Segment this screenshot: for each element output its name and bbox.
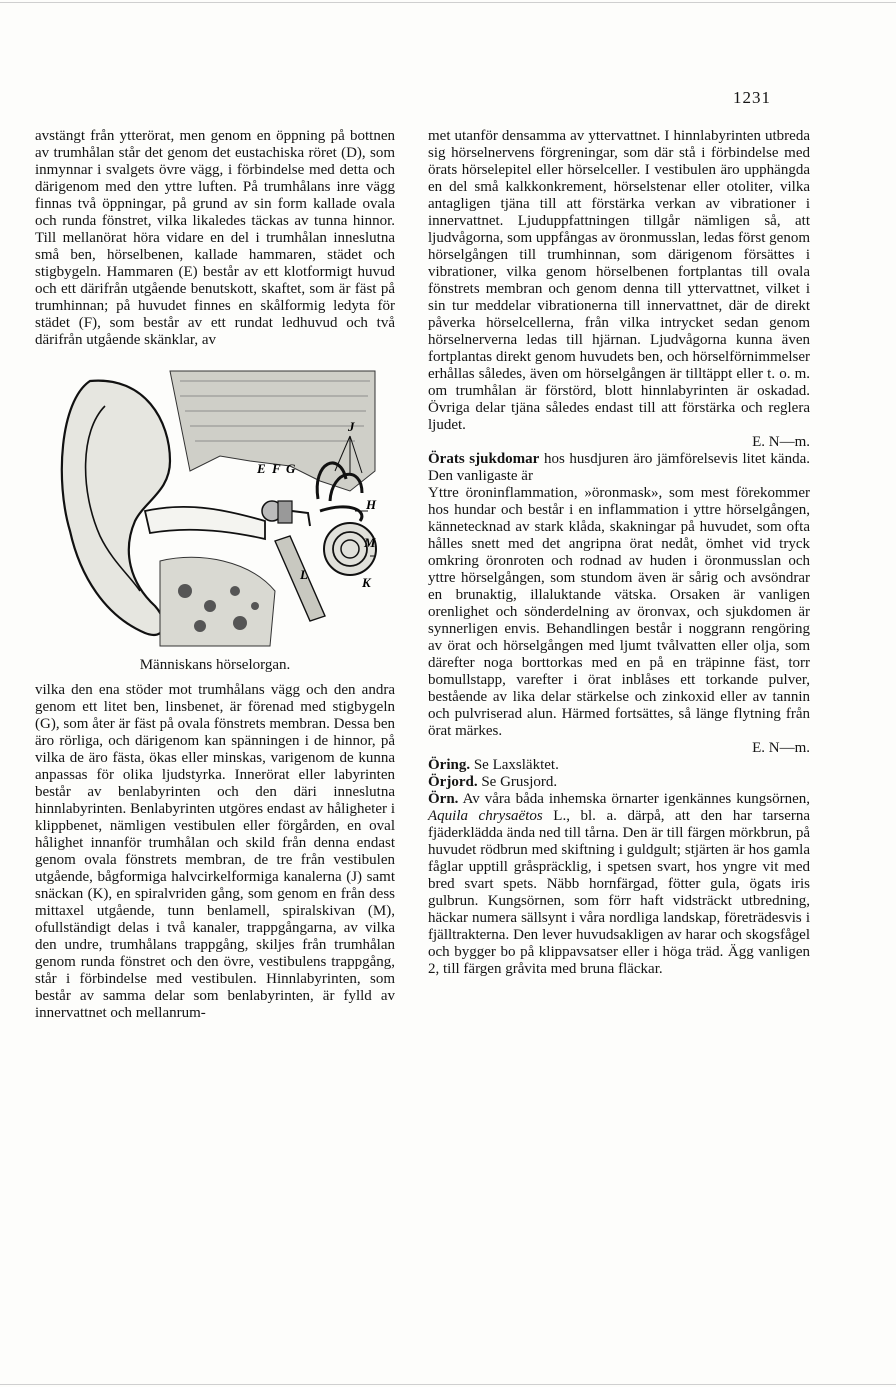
- orjord-entry: [428, 774, 810, 791]
- figure-label-m: M: [364, 535, 376, 550]
- orn-entry: [428, 791, 810, 978]
- orn-text-2: L., bl. a. därpå, att den har tarserna fjäderklädda ända ned till tårna. Den är till färgen mörkbrun, på huvudet rödbrun med skiftning i guldgult; stjärten är hos gamla fåglar upptill gråspräcklig, i spetsen svart, hos yngre vit med bred svart spets. Näbb hornfärgad, fötter gula, ögats iris gulbrun. Kungsörnen, som förr haft vidsträckt utbredning, häckar numera sällsynt i våra nordliga landskap, företrädesvis i fjälltrakterna. Den lever huvudsakligen av harar och skogsfågel och bygger bo på klippavsatser eller i höga träd. Ägg vanligen 2, till färgen gråvita med bruna fläckar.: [428, 808, 811, 977]
- right-column: [428, 128, 810, 978]
- figure-label-h: H: [366, 497, 377, 512]
- ear-illustration: [50, 361, 380, 651]
- orn-latin-name: Aquila chrysaëtos: [428, 808, 543, 824]
- orats-sjukdomar-heading: Örats sjukdomar: [428, 451, 540, 467]
- page-number: 1231: [733, 88, 771, 107]
- bottom-scan-edge: [0, 1384, 896, 1385]
- figure-label-e: E: [257, 461, 266, 476]
- signature-2: E. N—m.: [752, 740, 810, 756]
- figure-label-l: L: [300, 567, 308, 582]
- left-column: [35, 128, 395, 1022]
- signature-1: E. N—m.: [752, 434, 810, 450]
- top-scan-edge: [0, 2, 896, 3]
- figure-caption: Människans hörselorgan.: [139, 657, 291, 673]
- right-paragraph-1: met utanför densamma av yttervattnet. I hinnlabyrinten utbreda sig hörselnervens förgreningar, som där stå i förbindelse med örats hörselepitel eller hörselceller. I vestibulen äro upphängda en del små kalkkonkrement, hörselstenar eller otoliter, vilka antagligen tjäna till att förstärka verkan av vibrationer i innervattnet. Ljuduppfattningen tillgår nämligen så, att ljudvågorna, som uppfångas av öronmusslan, ledas först genom hörselgången till trumhinnan, som därigenom försättes i vibrationer, vilka genom hörselbenen fortplantas till ovala fönstrets membran och genom denna till yttervattnet, vilket i sin tur meddelar vibrationerna till innervattnet, där de direkt påverka hörselcellerna, från vilka intrycket sedan genom hörselnerverna ledas till hjärnan. Ljudvågorna kunna även fortplantas direkt genom huvudets ben, och hörselförnimmelser erhållas således, även om hörselgången är tilltäppt eller t. o. m. om trumhålan är förstörd, blott hinnlabyrinten är oskadad. Övriga delar tjäna således endast till att förstärka och reglera ljudet.: [428, 128, 811, 433]
- orjord-text: Se Grusjord.: [481, 774, 558, 790]
- right-paragraph-2: Yttre öroninflammation, »öronmask», som mest förekommer hos hundar och består i en inflammation i yttre hörselgången, kännetecknad av stark klåda, skakningar på huvudet, som ofta hålles snett med det angripna örat nedåt, ömhet vid tryck omkring öronroten och rodnad av huden i öronmusslan och yttre hörselgången, som stundom även är sårig och avsöndrar en brunaktig, illaluktande vätska. Orsaken är vanligen orenlighet och sönderdelning av öronvax, och sjukdomen är synnerligen envis. Behandlingen består i noggrann rengöring av örat och hörselgången med ljumt tvålvatten eller olja, som därefter noga borttorkas med en på en träpinne fäst, torr bomullstapp, varefter i örat inblåses ett torkande pulver, bestående av lika delar stärkelse och zinkoxid eller av tannin och pulvriserad alun. Härmed fortsättes, så länge flytning från örat märkes.: [428, 485, 810, 739]
- figure-label-j: J: [348, 419, 355, 434]
- orn-heading: Örn.: [428, 791, 459, 807]
- left-paragraph-1: avstängt från ytterörat, men genom en öppning på bottnen av trumhålan står det genom det eustachiska röret (D), som inmynnar i svalgets övre vägg, i förbindelse med detta och därigenom med den yttre luften. På trumhålans inre vägg finnas två öppningar, på grund av sin form kallade ovala och runda fönstret, vilka likaledes täckas av tunna hinnor. Till mellanörat höra vidare en del i trumhålan inneslutna små ben, hörselbenen, kallade hammaren, städet och stigbygeln. Hammaren (E) består av ett klotformigt huvud och ett därifrån utgående benutskott, skaftet, som är fäst på trumhinnan; på huvudet finnes en skålformig ledyta för städet (F), som består av ett rundat ledhuvud och två därifrån utgående skänklar, av: [35, 128, 395, 348]
- oring-entry: [428, 757, 810, 774]
- oring-heading: Öring.: [428, 757, 471, 773]
- orats-sjukdomar-text: hos husdjuren äro jämförelsevis litet kända. Den vanligaste är: [428, 451, 810, 484]
- orats-sjukdomar-entry: [428, 451, 810, 485]
- left-paragraph-2: vilka den ena stöder mot trumhålans vägg och den andra genom ett litet ben, linsbenet, är förenad med stigbygeln (G), som åter är fäst på ovala fönstrets membran. Dessa ben äro rörliga, och därigenom kan spänningen i de hinnor, på vilka de äro fästa, ökas eller minskas, varigenom de kunna anpassas för olika ljudstyrka. Innerörat eller labyrinten består av benlabyrinten och den däri inneslutna hinnlabyrinten. Benlabyrinten utgöres endast av håligheter i klippbenet, nämligen vestibulen eller förgården, en oval hålighet innanför trumhålan och skild från denna endast genom ovala fönstrets membran, de tre från vestibulen utgående, bågformiga halvcirkelformiga kanalerna (J) samt snäckan (K), en spiralvriden gång, som genom en från dess mittaxel utgående, tunn benlamell, spiralskivan (M), ofullständigt delas i två kanaler, trappgångarna, av vilka den undre, trumhålans trappgång, skiljes från trumhålan genom runda fönstret och den övre, vestibulens trappgång, står i förbindelse med vestibulen. Hinnlabyrinten, som består av samma delar som benlabyrinten, är fylld av innervattnet och mellanrum-: [35, 682, 395, 1021]
- figure-label-f: F: [272, 461, 281, 476]
- figure-label-k: K: [362, 575, 371, 590]
- ear-anatomy-figure: [35, 361, 395, 674]
- figure-label-g: G: [286, 461, 296, 476]
- oring-text: Se Laxsläktet.: [473, 757, 559, 773]
- orjord-heading: Örjord.: [428, 774, 478, 790]
- orn-text-1: Av våra båda inhemska örnarter igenkännes kungsörnen,: [462, 791, 810, 807]
